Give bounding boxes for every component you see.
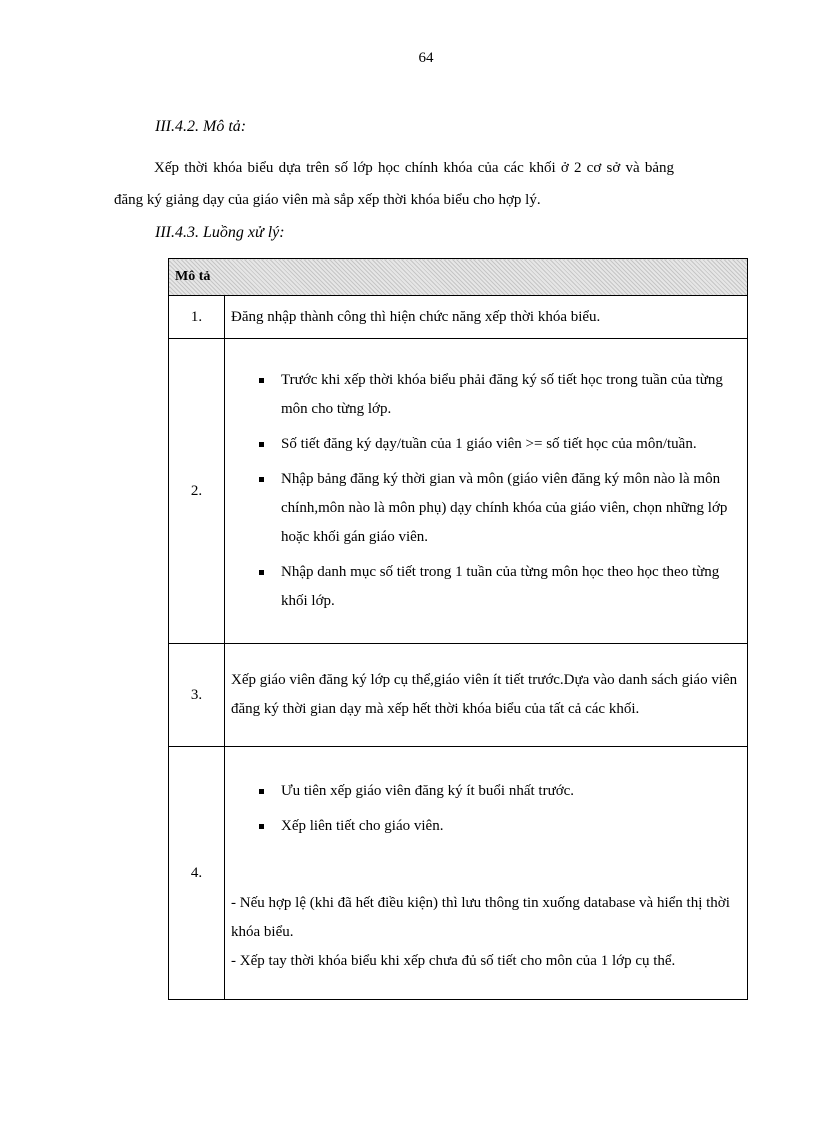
bullet-item: Nhập danh mục số tiết trong 1 tuần của từng môn học theo học theo từng khối lớp. [281,558,741,616]
table-header-row [169,259,748,296]
bullet-item: Ưu tiên xếp giáo viên đăng ký ít buổi nhất trước. [281,777,741,806]
table-row [169,644,748,747]
bullet-item: Xếp liên tiết cho giáo viên. [281,812,741,841]
bullet-list [231,366,741,616]
bullet-item: Số tiết đăng ký dạy/tuần của 1 giáo viên >= số tiết học của môn/tuần. [281,430,741,459]
note-text: - Nếu hợp lệ (khi đã hết điều kiện) thì lưu thông tin xuống database và hiển thị thời khóa biểu. [231,894,730,940]
row-content: Xếp giáo viên đăng ký lớp cụ thể,giáo viên ít tiết trước.Dựa vào danh sách giáo viên đăng ký thời gian dạy mà xếp hết thời khóa biểu của tất cả các khối. [225,644,748,747]
row-number: 1. [169,296,225,339]
spacer [231,847,741,889]
section-heading-flow: III.4.3. Luồng xử lý: [155,224,285,241]
table-header: Mô tả [169,259,748,296]
bullet-list [231,777,741,841]
page-number: 64 [418,50,434,66]
row-content [225,339,748,644]
note-text: - Xếp tay thời khóa biểu khi xếp chưa đủ số tiết cho môn của 1 lớp cụ thể. [231,952,676,969]
row-number: 2. [169,339,225,644]
row-content [225,747,748,1000]
section-heading-description: III.4.2. Mô tả: [155,118,247,135]
table-row [169,296,748,339]
description-paragraph [114,152,674,216]
table-row [169,747,748,1000]
row-number: 3. [169,644,225,747]
flow-table [168,258,748,1000]
row-content: Đăng nhập thành công thì hiện chức năng xếp thời khóa biểu. [225,296,748,339]
table-row [169,339,748,644]
description-text: Xếp thời khóa biểu dựa trên số lớp học chính khóa của các khối ở 2 cơ sở và bảng đăng ký giảng dạy của giáo viên mà sắp xếp thời khóa biểu cho hợp lý. [114,160,674,208]
bullet-item: Nhập bảng đăng ký thời gian và môn (giáo viên đăng ký môn nào là môn chính,môn nào là môn phụ) dạy chính khóa của giáo viên, chọn những lớp hoặc khối gán giáo viên. [281,465,741,552]
bullet-item: Trước khi xếp thời khóa biểu phải đăng ký số tiết học trong tuần của từng môn cho từng lớp. [281,366,741,424]
row-number: 4. [169,747,225,1000]
